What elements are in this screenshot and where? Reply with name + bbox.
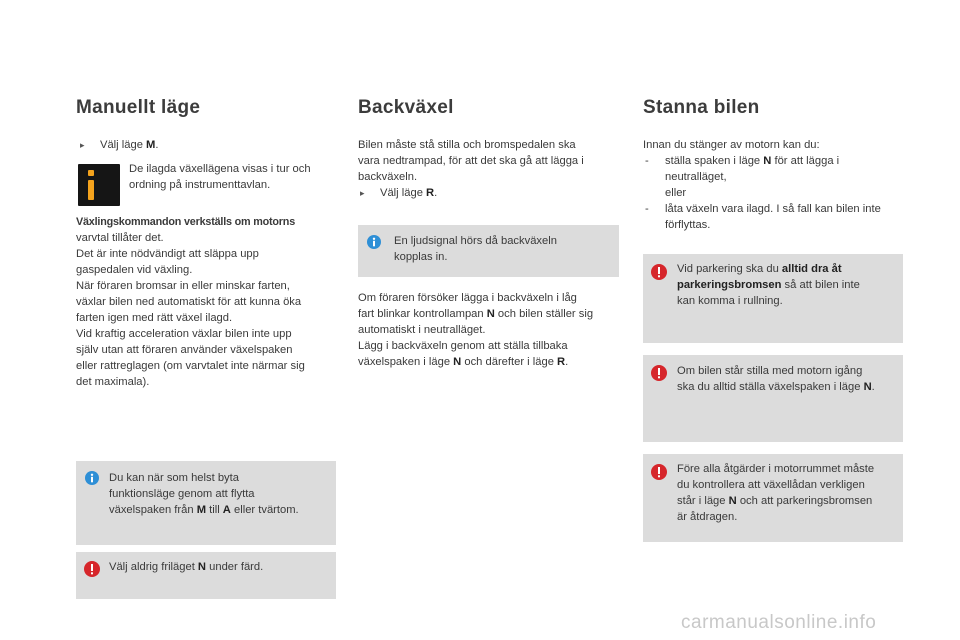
stop-car-heading: Stanna bilen [643,97,760,118]
warning-box-engine-running: Om bilen står stilla med motorn igång ska du alltid ställa växelspaken i läge N. [643,355,903,442]
info-icon [367,235,381,249]
gear-indicator-bar [88,180,94,200]
reverse-intro: Bilen måste stå stilla och bromspedalen ska vara nedtrampad, för att det ska gå att lägga i backväxeln. [358,139,584,183]
warning-box-engine-bay: Före alla åtgärder i motorrummet måste du kontrollera att växellådan verkligen står i läge N och att parkeringsbromsen är åtdragen. [643,454,903,542]
warning-neutral-text: Välj aldrig friläget N under färd. [109,561,264,573]
manual-mode-heading: Manuellt läge [76,97,201,118]
list-dash-2: - [645,203,649,215]
list-dash-1: - [645,155,649,167]
gear-indicator-dot [88,170,94,176]
reverse-heading: Backväxel [358,97,454,118]
warning-box-parking-brake: Vid parkering ska du alltid dra åt parkeringsbromsen så att bilen inte kan komma i rullning. [643,254,903,343]
stop-car-item-1: ställa spaken i läge N för att lägga i neutralläget, eller [665,155,840,199]
info-box-reverse-signal: En ljudsignal hörs då backväxeln kopplas in. [358,225,619,277]
warning-icon [651,264,667,280]
warning-box-neutral [76,552,336,599]
warning-icon [651,464,667,480]
stop-car-intro: Innan du stänger av motorn kan du: [643,139,820,151]
manual-step: ▸ Välj läge M. [80,139,159,151]
reverse-step: ▸ Välj läge R. [360,187,438,199]
step-arrow-icon: ▸ [360,188,365,198]
shift-subtitle: Växlingskommandon verkställs om motorns [76,216,295,228]
manual-mode-body: varvtal tillåter det. Det är inte nödvändigt att släppa upp gaspedalen vid växling. När föraren bromsar in eller minskar farten, växlar bilen ned automatiskt för att kunna öka farten igen med rätt växel ilagd. Vid kraftig acceleration växlar bilen inte upp själv utan att föraren använder växelspaken eller rattreglagen (om varvtalet inte närmar sig det maximala). [76,232,305,388]
info-icon [85,471,99,485]
warning-icon [651,365,667,381]
gear-display-image [78,164,120,206]
step-arrow-icon: ▸ [80,140,85,150]
gear-display-description: De ilagda växellägena visas i tur och ordning på instrumenttavlan. [129,163,311,191]
watermark: carmanualsonline.info [681,612,877,633]
info-box-switch-mode: Du kan när som helst byta funktionsläge genom att flytta växelspaken från M till A eller tvärtom. [76,461,336,545]
warning-icon [84,561,100,577]
reverse-paragraph: Om föraren försöker lägga i backväxeln i låg fart blinkar kontrollampan N och bilen ställer sig automatiskt i neutralläget. Lägg i backväxeln genom att ställa tillbaka växelspaken i läge N och därefter i läge R. [358,292,594,368]
stop-car-item-2: låta växeln vara ilagd. I så fall kan bilen inte förflyttas. [665,203,881,231]
